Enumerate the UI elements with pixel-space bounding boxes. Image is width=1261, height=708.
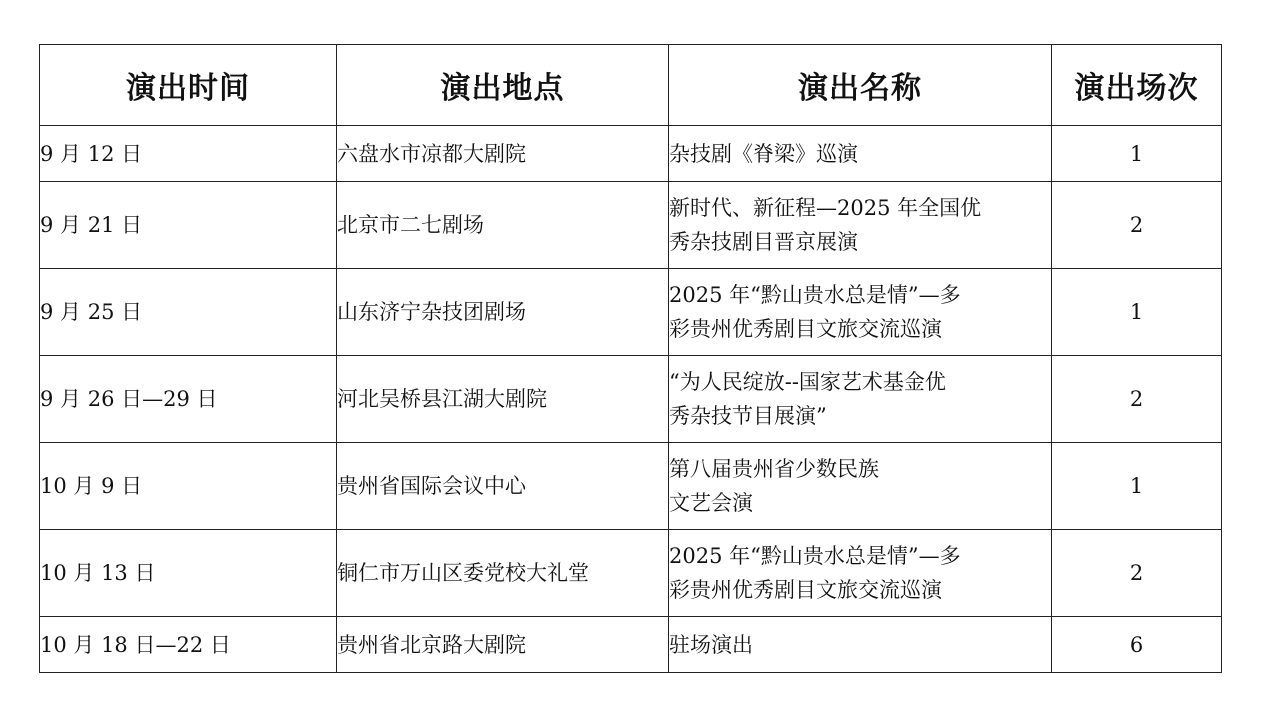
header-count: 演出场次 bbox=[1052, 45, 1222, 126]
header-row bbox=[40, 45, 1222, 126]
cell-venue: 六盘水市凉都大剧院 bbox=[337, 126, 669, 182]
cell-name-line: 秀杂技剧目晋京展演 bbox=[669, 230, 858, 254]
cell-venue: 北京市二七剧场 bbox=[337, 182, 669, 269]
cell-name-line: 第八届贵州省少数民族 bbox=[669, 457, 879, 481]
cell-name bbox=[669, 126, 1052, 182]
cell-name-line: “为人民绽放--国家艺术基金优 bbox=[669, 370, 946, 394]
header-name: 演出名称 bbox=[669, 45, 1052, 126]
cell-name-line: 秀杂技节目展演” bbox=[669, 404, 827, 428]
cell-date: 9 月 21 日 bbox=[40, 182, 337, 269]
performance-schedule-table bbox=[39, 44, 1222, 673]
cell-name bbox=[669, 356, 1052, 443]
cell-venue: 贵州省北京路大剧院 bbox=[337, 617, 669, 673]
cell-name-line: 驻场演出 bbox=[669, 632, 753, 657]
cell-name-line: 杂技剧《脊梁》巡演 bbox=[669, 141, 858, 166]
cell-date: 10 月 9 日 bbox=[40, 443, 337, 530]
cell-count: 2 bbox=[1052, 356, 1222, 443]
cell-name bbox=[669, 443, 1052, 530]
table-row bbox=[40, 356, 1222, 443]
cell-name-line: 2025 年“黔山贵水总是情”—多 bbox=[669, 544, 961, 568]
cell-count: 1 bbox=[1052, 443, 1222, 530]
cell-date: 10 月 13 日 bbox=[40, 530, 337, 617]
cell-name bbox=[669, 617, 1052, 673]
cell-count: 1 bbox=[1052, 126, 1222, 182]
cell-venue: 河北吴桥县江湖大剧院 bbox=[337, 356, 669, 443]
cell-name bbox=[669, 269, 1052, 356]
cell-name bbox=[669, 530, 1052, 617]
cell-venue: 贵州省国际会议中心 bbox=[337, 443, 669, 530]
cell-name-line: 文艺会演 bbox=[669, 491, 753, 515]
cell-count: 2 bbox=[1052, 530, 1222, 617]
cell-venue: 铜仁市万山区委党校大礼堂 bbox=[337, 530, 669, 617]
cell-name-line: 2025 年“黔山贵水总是情”—多 bbox=[669, 283, 961, 307]
cell-count: 2 bbox=[1052, 182, 1222, 269]
table-row bbox=[40, 530, 1222, 617]
table-row bbox=[40, 269, 1222, 356]
cell-count: 1 bbox=[1052, 269, 1222, 356]
table-row bbox=[40, 617, 1222, 673]
cell-name-line: 彩贵州优秀剧目文旅交流巡演 bbox=[669, 578, 942, 602]
cell-date: 9 月 25 日 bbox=[40, 269, 337, 356]
table-row bbox=[40, 443, 1222, 530]
table-row bbox=[40, 126, 1222, 182]
cell-date: 9 月 12 日 bbox=[40, 126, 337, 182]
table-row bbox=[40, 182, 1222, 269]
cell-name-line: 彩贵州优秀剧目文旅交流巡演 bbox=[669, 317, 942, 341]
cell-count: 6 bbox=[1052, 617, 1222, 673]
cell-name-line: 新时代、新征程—2025 年全国优 bbox=[669, 196, 982, 220]
header-venue: 演出地点 bbox=[337, 45, 669, 126]
header-date: 演出时间 bbox=[40, 45, 337, 126]
cell-name bbox=[669, 182, 1052, 269]
cell-date: 10 月 18 日—22 日 bbox=[40, 617, 337, 673]
cell-venue: 山东济宁杂技团剧场 bbox=[337, 269, 669, 356]
cell-date: 9 月 26 日—29 日 bbox=[40, 356, 337, 443]
